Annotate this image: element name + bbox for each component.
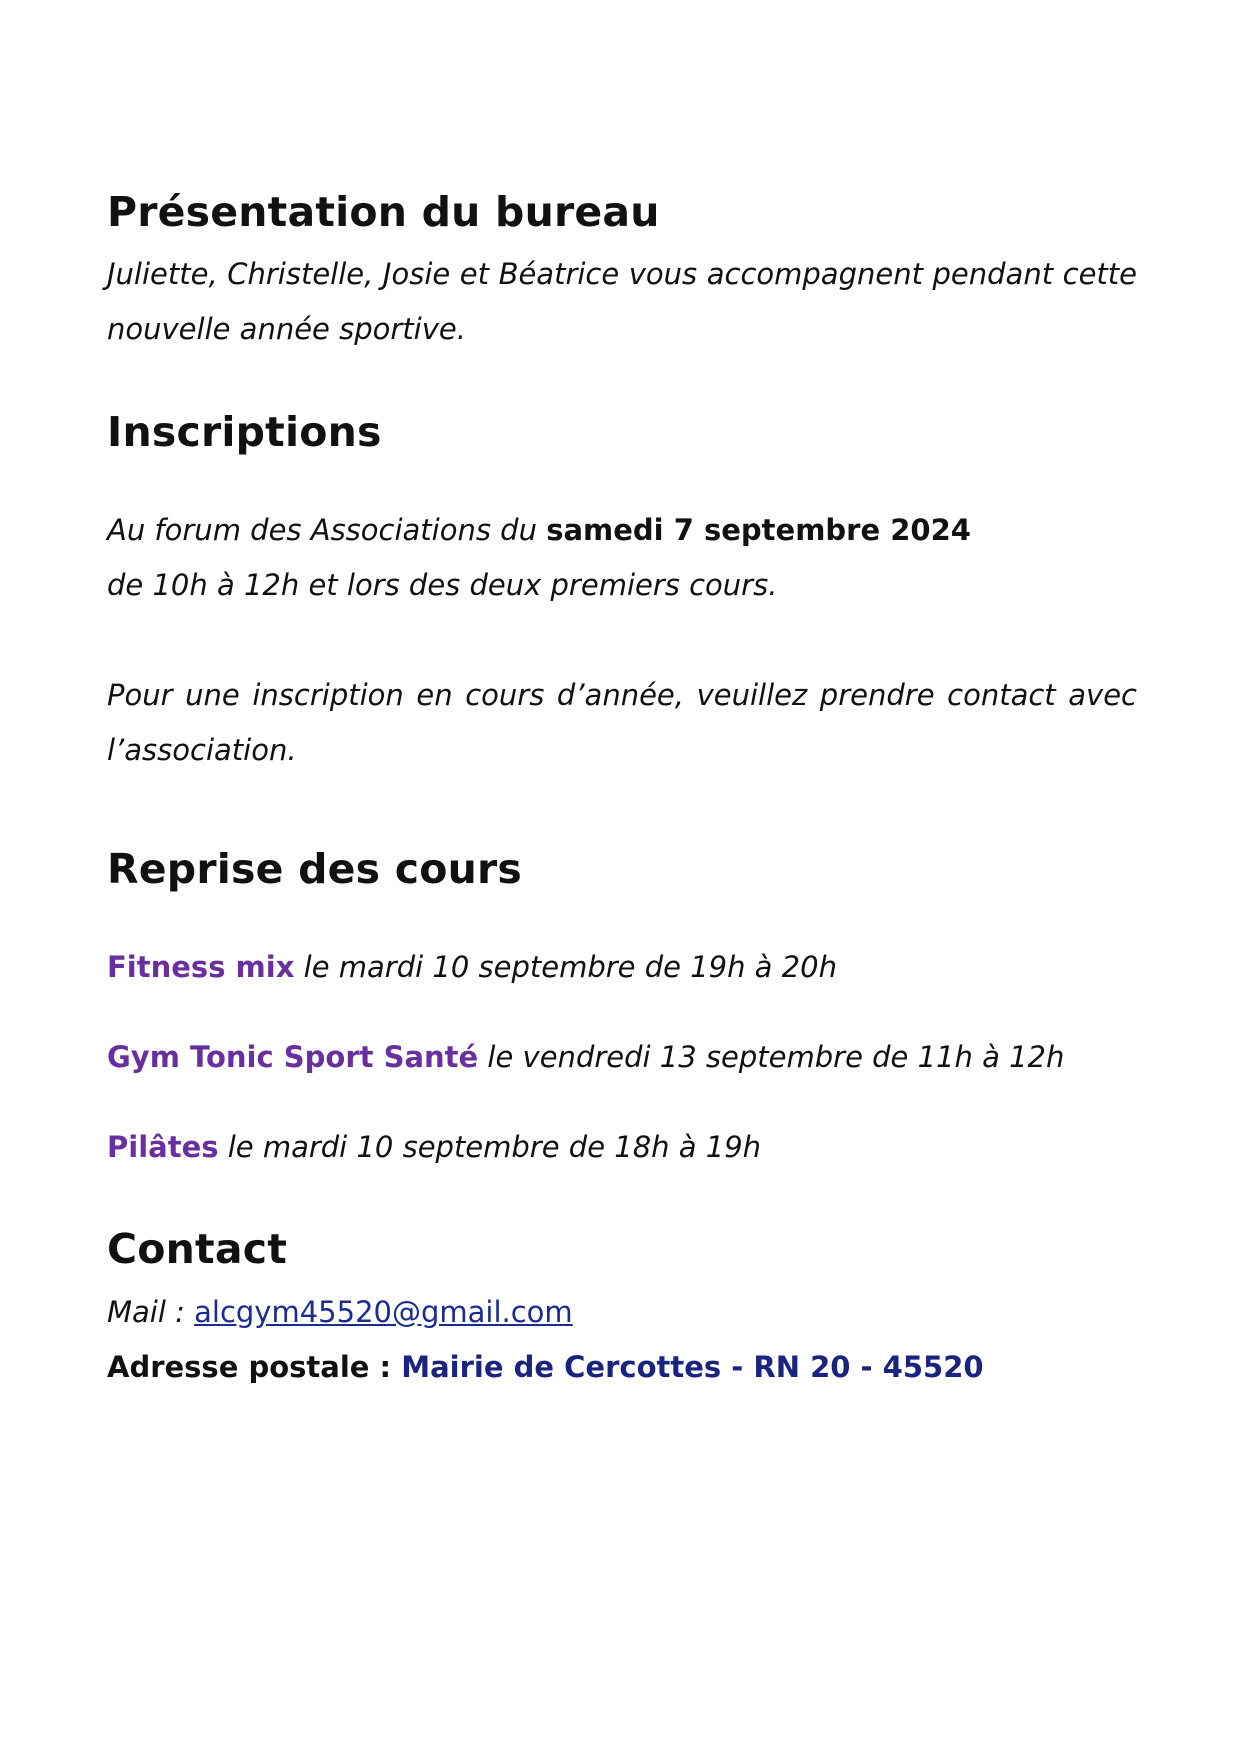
inscriptions-contact-paragraph: Pour une inscription en cours d’année, veuillez prendre contact avec l’association. [107, 678, 1137, 767]
mail-label: Mail : [107, 1295, 195, 1329]
inscriptions-forum-line [107, 503, 1137, 558]
course-item [107, 1120, 1137, 1175]
course-name: Pilâtes [107, 1130, 219, 1164]
course-schedule: le mardi 10 septembre de 18h à 19h [218, 1130, 762, 1164]
presentation-text: Juliette, Christelle, Josie et Béatrice vous accompagnent pendant cette nouvelle année sportive. [107, 257, 1137, 346]
forum-prefix: Au forum des Associations du [107, 513, 547, 547]
contact-address-line [107, 1340, 1137, 1395]
address-value: Mairie de Cercottes - RN 20 - 45520 [401, 1350, 984, 1384]
course-name: Gym Tonic Sport Santé [107, 1040, 479, 1074]
inscriptions-hours-line: de 10h à 12h et lors des deux premiers cours. [107, 568, 778, 602]
course-item [107, 1030, 1137, 1085]
contact-heading: Contact [107, 1225, 288, 1273]
mail-link[interactable]: alcgym45520@gmail.com [194, 1295, 573, 1329]
course-item [107, 940, 1137, 995]
inscriptions-heading: Inscriptions [107, 408, 382, 456]
course-schedule: le mardi 10 septembre de 19h à 20h [294, 950, 837, 984]
contact-mail-line [107, 1285, 1137, 1340]
course-name: Fitness mix [107, 950, 295, 984]
reprise-heading: Reprise des cours [107, 845, 523, 893]
course-schedule: le vendredi 13 septembre de 11h à 12h [478, 1040, 1065, 1074]
forum-date: samedi 7 septembre 2024 [546, 513, 971, 547]
presentation-heading: Présentation du bureau [107, 188, 660, 236]
address-label: Adresse postale : [107, 1350, 402, 1384]
